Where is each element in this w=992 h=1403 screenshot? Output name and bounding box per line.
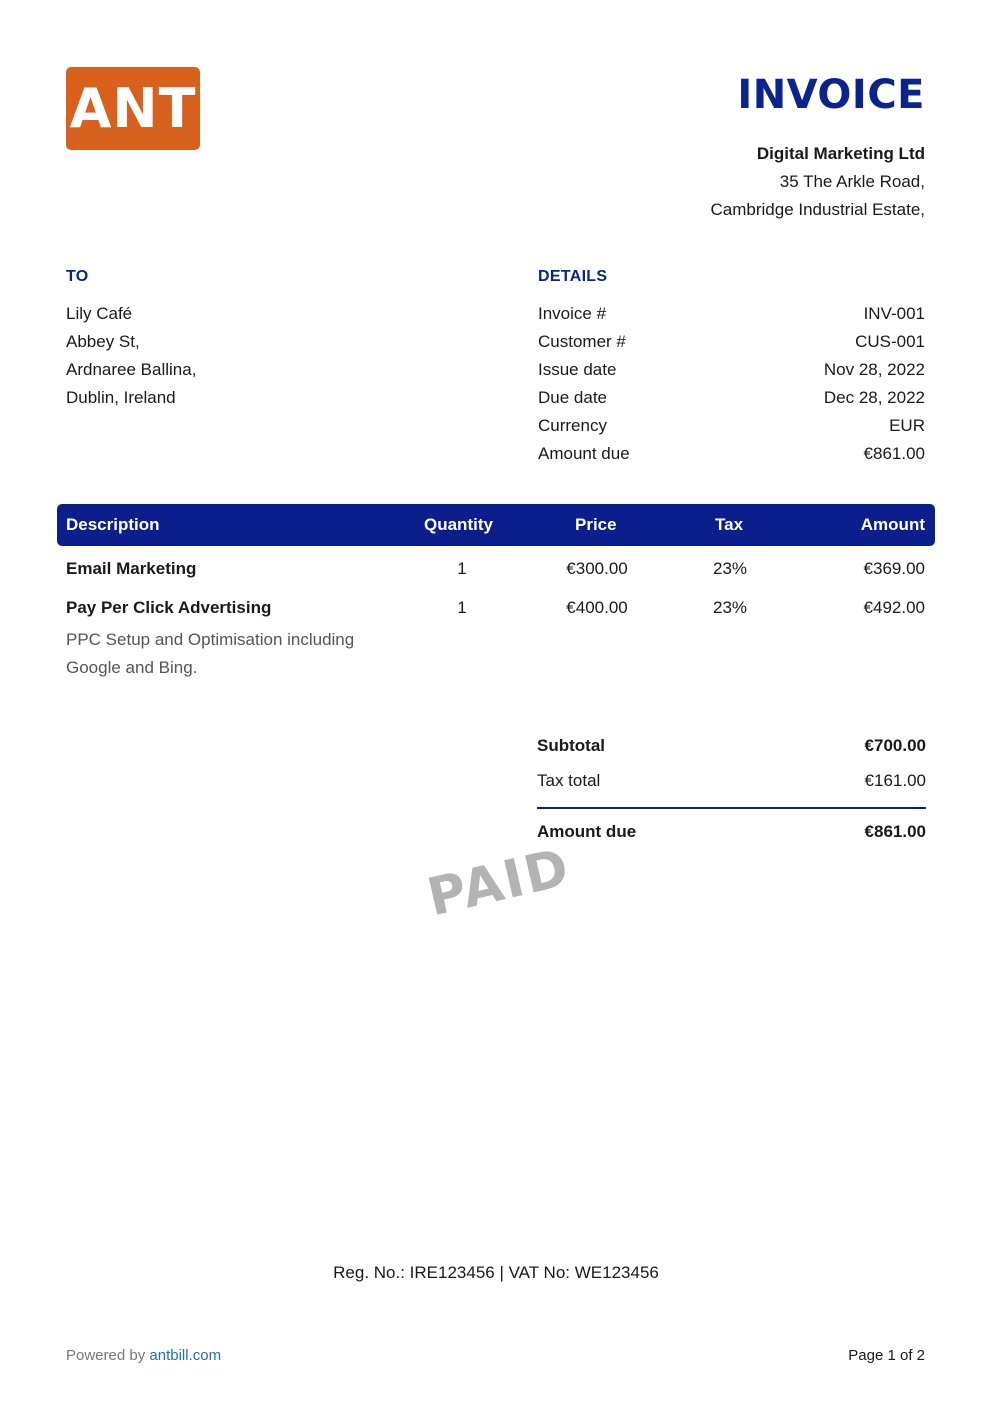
column-header-description: Description xyxy=(66,515,160,534)
tax-total-value: €161.00 xyxy=(864,771,926,790)
item-description: Email Marketing xyxy=(66,559,197,578)
bill-to-address xyxy=(66,300,196,412)
details-label: Invoice # xyxy=(538,304,607,323)
to-heading: TO xyxy=(66,268,89,285)
details-label: Due date xyxy=(538,388,607,407)
antbill-link[interactable]: antbill.com xyxy=(149,1347,222,1364)
item-amount: €492.00 xyxy=(863,598,925,617)
subtotal-value: €700.00 xyxy=(864,736,926,755)
items-table-header xyxy=(57,504,935,546)
page-number: Page 1 of 2 xyxy=(848,1347,925,1364)
amount-due-row xyxy=(537,822,926,842)
invoice-details xyxy=(538,300,925,468)
invoice-title: INVOICE xyxy=(737,72,925,118)
details-value: Dec 28, 2022 xyxy=(823,388,925,407)
column-header-price: Price xyxy=(575,515,617,534)
item-description: Pay Per Click Advertising xyxy=(66,598,272,617)
bill-to-line: Abbey St, xyxy=(66,332,140,351)
item-note: PPC Setup and Optimisation including Google and Bing. xyxy=(66,630,355,677)
details-value: EUR xyxy=(889,416,925,435)
totals-divider xyxy=(537,807,926,809)
column-header-amount: Amount xyxy=(860,515,925,534)
details-value: Nov 28, 2022 xyxy=(823,360,925,379)
details-row xyxy=(538,440,925,468)
amount-due-label: Amount due xyxy=(537,822,637,841)
bill-to-line: Dublin, Ireland xyxy=(66,388,176,407)
details-row xyxy=(538,356,925,384)
details-row xyxy=(538,412,925,440)
details-heading: DETAILS xyxy=(538,268,608,285)
subtotal-row xyxy=(537,736,926,756)
details-label: Customer # xyxy=(538,332,626,351)
column-header-quantity: Quantity xyxy=(424,515,493,534)
item-amount: €369.00 xyxy=(863,559,925,578)
bill-to-line: Lily Café xyxy=(66,304,133,323)
details-label: Issue date xyxy=(538,360,617,379)
column-header-tax: Tax xyxy=(715,515,744,534)
details-row xyxy=(538,328,925,356)
subtotal-label: Subtotal xyxy=(537,736,605,755)
company-logo: ANT xyxy=(66,67,200,150)
paid-stamp: PAID xyxy=(422,837,576,929)
company-address-line: Cambridge Industrial Estate, xyxy=(710,200,925,219)
details-value: €861.00 xyxy=(863,444,925,463)
registration-info: Reg. No.: IRE123456 | VAT No: WE123456 xyxy=(333,1263,659,1282)
amount-due-value: €861.00 xyxy=(864,822,926,841)
bill-to-line: Ardnaree Ballina, xyxy=(66,360,197,379)
details-label: Currency xyxy=(538,416,607,435)
powered-by xyxy=(66,1347,221,1364)
company-name: Digital Marketing Ltd xyxy=(756,144,925,163)
powered-by-label: Powered by xyxy=(66,1347,146,1364)
company-address-line: 35 The Arkle Road, xyxy=(779,172,925,191)
company-info xyxy=(711,140,926,224)
tax-total-label: Tax total xyxy=(537,771,601,790)
details-value: INV-001 xyxy=(863,304,925,323)
tax-total-row xyxy=(537,771,926,791)
details-label: Amount due xyxy=(538,444,630,463)
details-row xyxy=(538,300,925,328)
details-row xyxy=(538,384,925,412)
details-value: CUS-001 xyxy=(855,332,925,351)
